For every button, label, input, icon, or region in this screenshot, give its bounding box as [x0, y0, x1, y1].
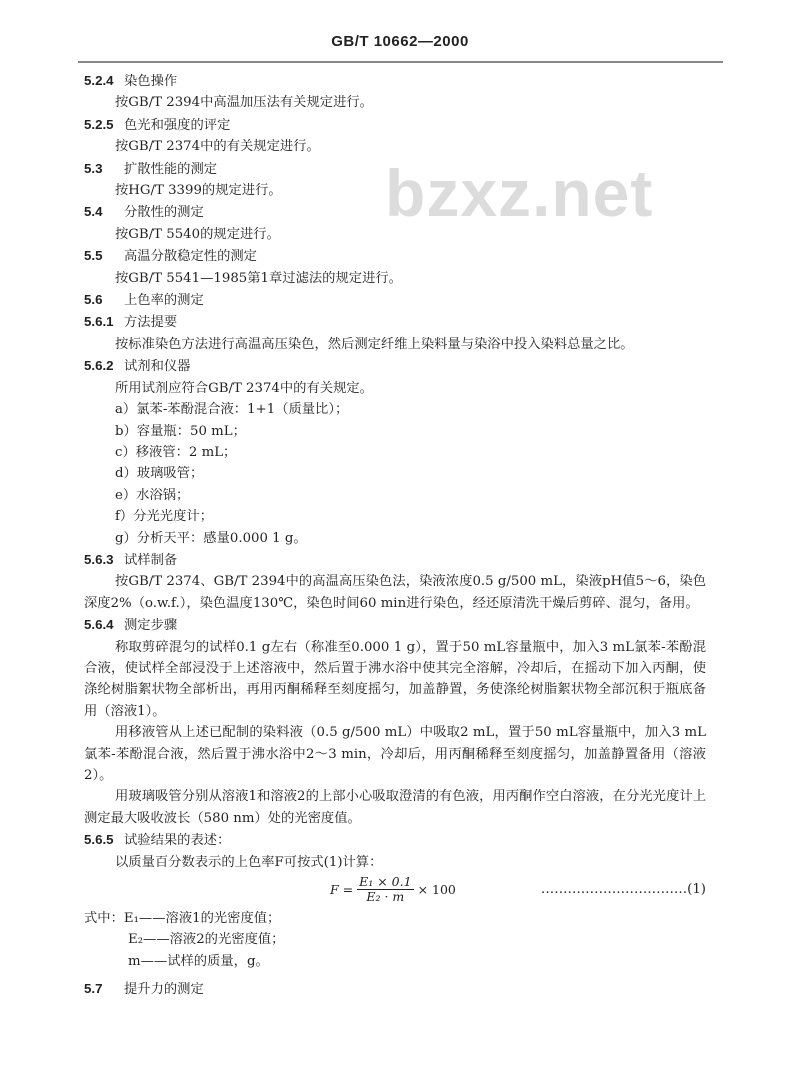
- section-heading: 5.5 高温分散稳定性的测定: [84, 248, 257, 265]
- section-text: 所用试剂应符合GB/T 2374中的有关规定。: [115, 380, 373, 396]
- paragraph: 用移液管从上述已配制的染料液（0.5 g/500 mL）中吸取2 mL，置于50 mL容量瓶中，加入3 mL氯苯-苯酚混合液，然后置于沸水浴中2～3 min，冷却后，用丙酮稀释至刻度摇匀，加盖静置备用（溶液2）。: [84, 725, 706, 783]
- watermark: bzxz.net: [385, 156, 654, 230]
- section-heading: 5.7 提升力的测定: [84, 981, 204, 998]
- section-heading: 5.6.1 方法提要: [84, 314, 178, 331]
- section-text: 按GB/T 2394中高温加压法有关规定进行。: [115, 95, 373, 111]
- formula-where: 式中：E₁——溶液1的光密度值；: [84, 911, 281, 927]
- equation-number: ……………………………(1): [540, 881, 706, 897]
- formula-where: E₂——溶液2的光密度值；: [128, 932, 285, 948]
- formula-fraction: [357, 875, 413, 904]
- section-heading: 5.6.3 试样制备: [84, 551, 178, 568]
- formula-where: m——试样的质量，g。: [128, 953, 269, 969]
- list-item: g）分析天平：感量0.000 1 g。: [115, 530, 307, 546]
- paragraph: 按GB/T 2374、GB/T 2394中的高温高压染色法，染液浓度0.5 g/500 mL，染液pH值5～6，染色深度2%（o.w.f.），染色温度130℃，染色时间60 min进行染色，经还原清洗干燥后剪碎、混匀，备用。: [84, 574, 706, 611]
- header-rule: [78, 61, 723, 63]
- formula-numerator: E₁ × 0.1: [359, 874, 412, 890]
- section-heading: 5.2.4 染色操作: [84, 73, 178, 89]
- list-item: a）氯苯-苯酚混合液：1+1（质量比）；: [115, 402, 349, 418]
- section-heading: 5.2.5 色光和强度的评定: [84, 116, 231, 133]
- document-header: GB/T 10662—2000: [331, 33, 469, 50]
- list-item: d）玻璃吸管；: [115, 466, 204, 482]
- list-item: e）水浴锅；: [115, 487, 190, 503]
- formula-factor: × 100: [417, 881, 456, 897]
- section-text: 按标准染色方法进行高温高压染色，然后测定纤维上染料量与染浴中投入染料总量之比。: [115, 336, 634, 352]
- paragraph: 用玻璃吸管分别从溶液1和溶液2的上部小心吸取澄清的有色液，用丙酮作空白溶液，在分光光度计上测定最大吸收波长（580 nm）处的光密度值。: [84, 789, 706, 826]
- section-heading: 5.4 分散性的测定: [84, 204, 204, 221]
- section-heading: 5.6.5 试验结果的表述：: [84, 832, 231, 849]
- section-heading: 5.6 上色率的测定: [84, 292, 204, 309]
- list-item: f）分光光度计；: [115, 509, 213, 525]
- section-heading: 5.3 扩散性能的测定: [84, 160, 218, 177]
- section-text: 按GB/T 2374中的有关规定进行。: [115, 139, 320, 155]
- formula-denominator: E₂ · m: [366, 889, 405, 905]
- section-text: 按GB/T 5541—1985第1章过滤法的规定进行。: [115, 270, 402, 286]
- section-heading: 5.6.2 试剂和仪器: [84, 358, 191, 375]
- list-item: c）移液管：2 mL；: [115, 444, 237, 460]
- list-item: b）容量瓶：50 mL；: [115, 423, 246, 439]
- formula: [84, 875, 706, 904]
- section-text: 以质量百分数表示的上色率F可按式(1)计算：: [115, 854, 383, 870]
- formula-lhs: F =: [330, 881, 354, 897]
- section-text: 按HG/T 3399的规定进行。: [115, 183, 282, 199]
- section-heading: 5.6.4 测定步骤: [84, 617, 178, 634]
- section-text: 按GB/T 5540的规定进行。: [115, 226, 280, 242]
- paragraph: 称取剪碎混匀的试样0.1 g左右（称准至0.000 1 g），置于50 mL容量瓶中，加入3 mL氯苯-苯酚混合液，使试样全部浸没于上述溶液中，然后置于沸水浴中使其完全溶解，冷却后，在摇动下加入丙酮，使涤纶树脂絮状物全部析出，再用丙酮稀释至刻度摇匀，加盖静置，务使涤纶树脂絮状物全部沉积于瓶底备用（溶液1）。: [84, 639, 706, 719]
